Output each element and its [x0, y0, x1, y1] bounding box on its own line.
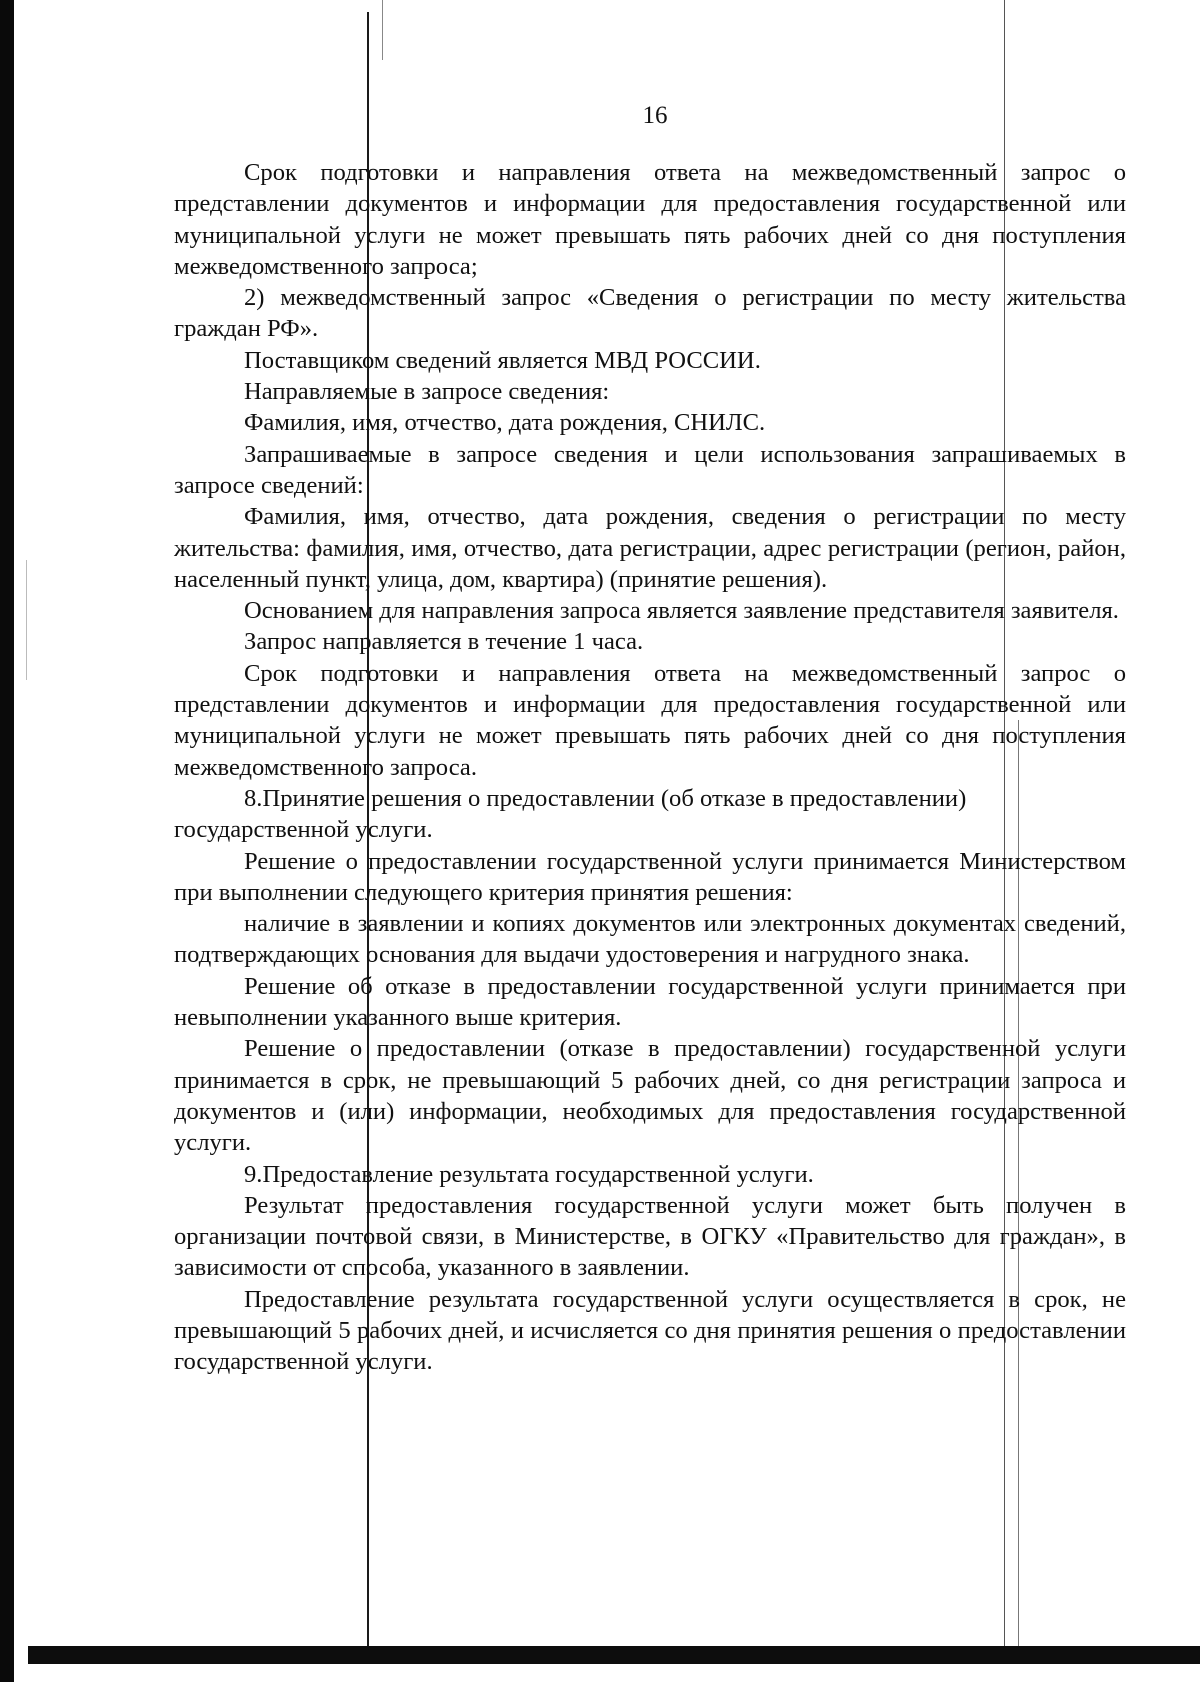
scan-fold-line [382, 0, 383, 60]
paragraph: Фамилия, имя, отчество, дата рождения, СНИЛС. [244, 409, 766, 437]
scan-edge-left [0, 0, 14, 1682]
paragraph: Срок подготовки и направления ответа на межведомственный запрос о представлении документов и информации для предоставления государственной или муниципальной услуги не может превышать пять рабочих дней со дня поступления межведомственного запроса; [174, 159, 1126, 280]
section-heading: 8.Принятие решения о предоставлении (об отказе в предоставлении) государственной услуги. [174, 784, 967, 844]
paragraph: Фамилия, имя, отчество, дата рождения, сведения о регистрации по месту жительства: фамилия, имя, отчество, дата регистрации, адрес регистрации (регион, район, населенный пункт, улица, дом, квартира) (принятие решения). [174, 503, 1126, 593]
paragraph: Срок подготовки и направления ответа на межведомственный запрос о представлении документов и информации для предоставления государственной или муниципальной услуги не может превышать пять рабочих дней со дня поступления межведомственного запроса. [174, 659, 1126, 781]
paragraph: Направляемые в запросе сведения: [244, 378, 610, 406]
paragraph: Запрос направляется в течение 1 часа. [244, 628, 644, 656]
paragraph: наличие в заявлении и копиях документов или электронных документах сведений, подтверждающих основания для выдачи удостоверения и нагрудного знака. [174, 910, 1126, 969]
paragraph: 2) межведомственный запрос «Сведения о регистрации по месту жительства граждан РФ». [174, 284, 1126, 343]
paragraph: Поставщиком сведений является МВД РОССИИ. [244, 346, 761, 374]
document-body [174, 157, 1126, 1378]
paragraph: Решение о предоставлении государственной услуги принимается Министерством при выполнении следующего критерия принятия решения: [174, 847, 1126, 906]
section-heading: 9.Предоставление результата государственной услуги. [244, 1160, 814, 1188]
paragraph: Запрашиваемые в запросе сведения и цели использования запрашиваемых в запросе сведений: [174, 440, 1126, 499]
scan-bottom-bar [28, 1646, 1200, 1664]
page-number: 16 [642, 102, 668, 129]
paragraph: Решение об отказе в предоставлении государственной услуги принимается при невыполнении указанного выше критерия. [174, 972, 1126, 1032]
paragraph: Решение о предоставлении (отказе в предоставлении) государственной услуги принимается в срок, не превышающий 5 рабочих дней, со дня регистрации запроса и документов и (или) информации, необходимых для предоставления государственной услуги. [174, 1035, 1126, 1157]
scan-fold-line [26, 560, 27, 680]
paragraph: Предоставление результата государственной услуги осуществляется в срок, не превышающий 5 рабочих дней, и исчисляется со дня принятия решения о предоставлении государственной услуги. [174, 1285, 1126, 1376]
paragraph: Результат предоставления государственной услуги может быть получен в организации почтовой связи, в Министерстве, в ОГКУ «Правительство для граждан», в зависимости от способа, указанного в заявлении. [174, 1191, 1126, 1282]
paragraph: Основанием для направления запроса является заявление представителя заявителя. [244, 597, 1119, 625]
